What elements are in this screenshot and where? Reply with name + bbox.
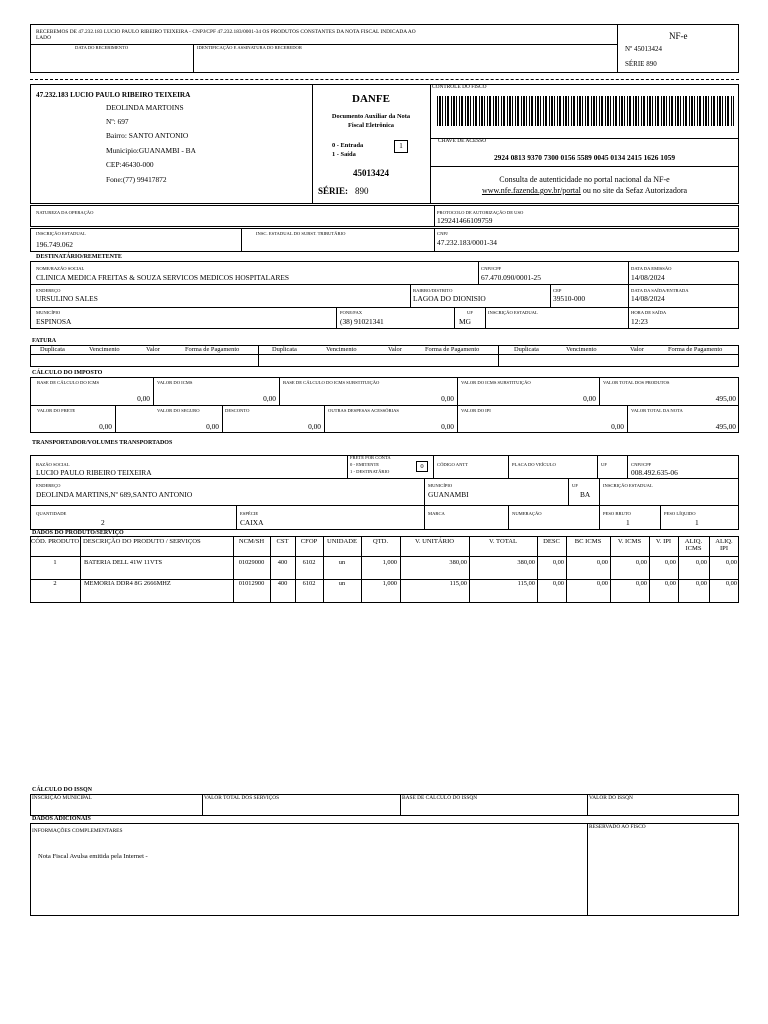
gross-weight: 1 xyxy=(626,518,630,527)
exit-date-label: DATA DA SAÍDA/ENTRADA xyxy=(631,288,689,293)
tax-section: CÁLCULO DO IMPOSTO xyxy=(32,370,103,376)
cnpj: 47.232.183/0001-34 xyxy=(437,238,497,247)
net-weight: 1 xyxy=(695,518,699,527)
carrier-uf2-label: UF xyxy=(572,483,578,488)
prod1-bc-icms: 0,00 xyxy=(596,559,608,566)
protocol-label: PROTOCOLO DE AUTORIZAÇÃO DE USO xyxy=(437,210,524,215)
carrier-address-label: ENDEREÇO xyxy=(36,483,61,488)
operation-row xyxy=(30,205,739,227)
ie-row xyxy=(30,228,739,252)
antt-label: CÓDIGO ANTT xyxy=(437,462,469,467)
cut-line xyxy=(30,79,739,80)
recipient-uf: MG xyxy=(459,317,471,326)
protocol: 129241466109759 xyxy=(437,216,493,225)
invoice-h6: Vencimento xyxy=(326,346,357,353)
emitter-line1: DEOLINDA MARTOINS xyxy=(106,103,184,112)
prod-h-cst: CST xyxy=(276,538,289,545)
recipient-district: LAGOA DO DIONISIO xyxy=(413,294,486,303)
qty: 2 xyxy=(101,518,105,527)
danfe-type-box: 1 xyxy=(394,140,408,153)
carrier-uf2: BA xyxy=(580,490,591,499)
prod2-aliq-ipi: 0,00 xyxy=(725,580,737,587)
prod-h-total: V. TOTAL xyxy=(488,538,518,545)
discount-value: 0,00 xyxy=(308,422,321,431)
emitter-line5: CEP:46430-000 xyxy=(106,160,154,169)
prod-h-cfop: CFOP xyxy=(300,538,318,545)
ipi-value: 0,00 xyxy=(611,422,624,431)
prod-h-bc-icms: BC ICMS xyxy=(574,538,602,545)
net-weight-label: PESO LÍQUIDO xyxy=(664,511,696,516)
freight-value-box: 0 xyxy=(416,461,428,472)
prod-h-unit: UNIDADE xyxy=(326,538,358,545)
ie: 196.749.062 xyxy=(36,240,73,249)
carrier-name-label: RAZÃO SOCIAL xyxy=(36,462,70,467)
address-label: ENDEREÇO xyxy=(36,288,61,293)
additional-box xyxy=(30,823,739,916)
invoice-h1: Duplicata xyxy=(40,346,65,353)
tax-products: 495,00 xyxy=(715,394,736,403)
access-key: 2924 0813 9370 7300 0156 5589 0045 0134 2415 1626 1059 xyxy=(493,153,676,162)
danfe-series-value: 890 xyxy=(355,186,369,196)
tax-icms-label: VALOR DO ICMS xyxy=(157,380,193,385)
numbering-label: NUMERAÇÃO xyxy=(512,511,542,516)
additional-info: Nota Fiscal Avulsa emitida pela Internet - xyxy=(38,853,148,860)
freight-value: 0,00 xyxy=(99,422,112,431)
invoice-h9: Duplicata xyxy=(514,346,539,353)
prod2-desc-value: 0,00 xyxy=(552,580,564,587)
emission-label: DATA DA EMISSÃO xyxy=(631,266,672,271)
qty-label: QUANTIDADE xyxy=(36,511,67,516)
emitter-line2: Nº: 697 xyxy=(106,117,129,126)
prod2-code: 2 xyxy=(53,580,57,587)
tax-base-icms: 0,00 xyxy=(137,394,150,403)
kind-label: ESPÉCIE xyxy=(240,511,259,516)
invoice-h5: Duplicata xyxy=(272,346,297,353)
invoice-h2: Vencimento xyxy=(89,346,120,353)
danfe-series-label: SÉRIE: xyxy=(318,186,349,196)
carrier-city: GUANAMBI xyxy=(428,490,469,499)
invoice-h4: Forma de Pagamento xyxy=(185,346,240,353)
prod-h-code: CÓD. PRODUTO xyxy=(30,538,80,545)
prod1-qty: 1,000 xyxy=(382,559,397,566)
recipient-section: DESTINATÁRIO/REMETENTE xyxy=(36,254,122,260)
danfe-number: 45013424 xyxy=(353,168,389,178)
carrier-uf-label: UF xyxy=(601,462,607,467)
barcode xyxy=(437,96,734,126)
recipient-city: ESPINOSA xyxy=(36,317,72,326)
additional-info-label: INFORMAÇÕES COMPLEMENTARES xyxy=(32,828,123,834)
brand-label: MARCA xyxy=(428,511,445,516)
canhoto-nfe: NF-e xyxy=(669,31,688,41)
prod-h-aliq-icms: ALIQ. ICMS xyxy=(684,538,703,552)
prod1-aliq-icms: 0,00 xyxy=(695,559,707,566)
carrier-doc-label: CNPJ/CPF xyxy=(631,462,652,467)
prod1-cfop: 6102 xyxy=(302,559,316,566)
other-expenses-value: 0,00 xyxy=(441,422,454,431)
tax-icms: 0,00 xyxy=(263,394,276,403)
prod2-unit: un xyxy=(338,580,346,587)
prod-h-aliq-ipi: ALIQ. IPI xyxy=(715,538,733,552)
canhoto-text: RECEBEMOS DE 47.232.183 LUCIO PAULO RIBEIRO TEIXEIRA - CNPJ/CPF 47.232.183/0001-34 OS PRODUTOS CONSTANTES DA NOTA FISCAL INDICADA AO xyxy=(36,29,416,35)
emitter-line3: Bairro: SANTO ANTONIO xyxy=(106,131,189,140)
invoice-section: FATURA xyxy=(32,338,57,344)
recipient-ie-label: INSCRIÇÃO ESTADUAL xyxy=(488,310,538,315)
recipient-phone: (38) 91021341 xyxy=(340,317,384,326)
danfe-subtitle-2: Fiscal Eletrônica xyxy=(348,122,394,129)
district-label: BAIRRO/DISTRITO xyxy=(413,288,453,293)
tax-icms-st: 0,00 xyxy=(583,394,596,403)
tax-base-st-label: BASE DE CÁLCULO DO ICMS SUBSTITUIÇÃO xyxy=(283,380,380,385)
exit-date: 14/08/2024 xyxy=(631,294,665,303)
prod-h-qty: QTD. xyxy=(372,538,389,545)
issqn-section: CÁLCULO DO ISSQN xyxy=(32,787,93,793)
freight-opt-0: 0 - EMITENTE xyxy=(350,462,380,467)
prod2-ncm: 01012900 xyxy=(238,580,265,587)
prod-h-ncm: NCM/SH xyxy=(238,538,265,545)
prod1-v-ipi: 0,00 xyxy=(664,559,676,566)
prod1-v-icms: 0,00 xyxy=(635,559,647,566)
uf-label: UF xyxy=(467,310,473,315)
prod1-code: 1 xyxy=(53,559,57,566)
prod2-v-icms: 0,00 xyxy=(635,580,647,587)
prod2-cfop: 6102 xyxy=(302,580,316,587)
kind: CAIXA xyxy=(240,518,264,527)
canhoto-series: SÉRIE 890 xyxy=(625,60,657,68)
issqn-services-label: VALOR TOTAL DOS SERVIÇOS xyxy=(204,795,280,801)
freight-opt-1: 1 - DESTINATÁRIO xyxy=(350,469,390,474)
ie-label: INSCRIÇÃO ESTADUAL xyxy=(36,231,86,236)
fisco-control-label: CONTROLE DO FISCO xyxy=(432,84,487,90)
cep-label: CEP xyxy=(553,288,562,293)
prod2-v-ipi: 0,00 xyxy=(664,580,676,587)
additional-section: DADOS ADICIONAIS xyxy=(32,816,91,822)
recipient-doc-label: CNPJ/CPF xyxy=(481,266,502,271)
prod1-ncm: 01029000 xyxy=(238,559,265,566)
products-table xyxy=(30,536,739,603)
cnpj-label: CNPJ xyxy=(437,231,448,236)
issqn-municipal-label: INSCRIÇÃO MUNICIPAL xyxy=(32,795,92,801)
emitter-line4: Municipio:GUANAMBI - BA xyxy=(106,146,196,155)
reserved-label: RESERVADO AO FISCO xyxy=(589,824,646,830)
issqn-value-label: VALOR DO ISSQN xyxy=(589,795,633,801)
prod-h-unit-price: V. UNITÁRIO xyxy=(414,538,455,545)
invoice-h7: Valor xyxy=(388,346,402,353)
prod2-aliq-icms: 0,00 xyxy=(695,580,707,587)
recipient-doc: 67.470.090/0001-25 xyxy=(481,273,541,282)
invoice-h8: Forma de Pagamento xyxy=(425,346,480,353)
invoice-h11: Valor xyxy=(630,346,644,353)
carrier-city-label: MUNICÍPIO xyxy=(428,483,453,488)
consult-link[interactable]: www.nfe.fazenda.gov.br/portal xyxy=(481,186,581,195)
total-note-label: VALOR TOTAL DA NOTA xyxy=(631,408,683,413)
access-key-label: CHAVE DE ACESSO xyxy=(438,138,487,144)
danfe-title: DANFE xyxy=(352,93,390,105)
danfe-exit: 1 - Saída xyxy=(332,151,356,158)
consult-text-suffix: ou no site da Sefaz Autorizadora xyxy=(580,186,688,195)
tax-icms-st-label: VALOR DO ICMS SUBSTITUIÇÃO xyxy=(461,380,531,385)
products-section: DADOS DO PRODUTO/SERVIÇO xyxy=(32,530,124,536)
prod-h-v-icms: V. ICMS xyxy=(617,538,642,545)
prod1-unit-price: 380,00 xyxy=(449,559,467,566)
prod1-aliq-ipi: 0,00 xyxy=(725,559,737,566)
prod1-unit: un xyxy=(338,559,346,566)
prod1-desc-value: 0,00 xyxy=(552,559,564,566)
prod1-total: 380,00 xyxy=(517,559,535,566)
consult-text-1: Consulta de autenticidade no portal nacional da NF-e xyxy=(499,175,670,184)
receipt-sign-label: IDENTIFICAÇÃO E ASSINATURA DO RECEBEDOR xyxy=(197,45,302,50)
freight-value-label: VALOR DO FRETE xyxy=(37,408,76,413)
carrier-address: DEOLINDA MARTINS,Nº 689,SANTO ANTONIO xyxy=(36,490,193,499)
emitter-name: 47.232.183 LUCIO PAULO RIBEIRO TEIXEIRA xyxy=(36,91,191,99)
emission-date: 14/08/2024 xyxy=(631,273,665,282)
ie-st-label: INSC. ESTADUAL DO SUBST. TRIBUTÁRIO xyxy=(256,231,346,236)
receipt-date-label: DATA DO RECEBIMENTO xyxy=(75,45,129,50)
recipient-cep: 39510-000 xyxy=(553,294,586,303)
prod1-cst: 400 xyxy=(277,559,288,566)
plate-label: PLACA DO VEÍCULO xyxy=(512,462,556,467)
exit-time: 12:23 xyxy=(631,317,648,326)
carrier-ie-label: INSCRIÇÃO ESTADUAL xyxy=(603,483,653,488)
prod2-desc: MEMORIA DDR4 8G 2666MHZ xyxy=(84,580,171,587)
danfe-subtitle-1: Documento Auxiliar da Nota xyxy=(331,113,411,120)
gross-weight-label: PESO BRUTO xyxy=(603,511,631,516)
invoice-h10: Vencimento xyxy=(566,346,597,353)
danfe-entry: 0 - Entrada xyxy=(332,142,364,149)
nature-label: NATUREZA DA OPERAÇÃO xyxy=(36,210,94,215)
exit-time-label: HORA DE SAÍDA xyxy=(631,310,667,315)
recipient-name: CLINICA MEDICA FREITAS & SOUZA SERVICOS MEDICOS HOSPITALARES xyxy=(36,273,290,282)
insurance-value: 0,00 xyxy=(206,422,219,431)
emitter-line6: Fone:(77) 99417872 xyxy=(106,175,167,184)
invoice-h12: Forma de Pagamento xyxy=(668,346,723,353)
canhoto-text-2: LADO xyxy=(36,35,51,41)
prod2-qty: 1,000 xyxy=(382,580,397,587)
prod1-desc: BATERIA DELL 41W 11VTS xyxy=(84,559,163,566)
prod2-cst: 400 xyxy=(277,580,288,587)
prod-h-desc: DESCRIÇÃO DO PRODUTO / SERVIÇOS xyxy=(83,538,201,545)
freight-by-label: FRETE POR CONTA xyxy=(350,455,391,460)
invoice-h3: Valor xyxy=(146,346,160,353)
tax-products-label: VALOR TOTAL DOS PRODUTOS xyxy=(603,380,670,385)
carrier-name: LUCIO PAULO RIBEIRO TEIXEIRA xyxy=(36,468,152,477)
city-label: MUNICÍPIO xyxy=(36,310,61,315)
prod2-bc-icms: 0,00 xyxy=(596,580,608,587)
ipi-label: VALOR DO IPI xyxy=(461,408,491,413)
consult-text-2 xyxy=(430,186,739,195)
prod-h-desc-value: DESC xyxy=(543,538,560,545)
tax-base-icms-label: BASE DE CÁLCULO DO ICMS xyxy=(37,380,100,385)
carrier-doc: 008.492.635-06 xyxy=(631,468,678,477)
recipient-name-label: NOME/RAZÃO SOCIAL xyxy=(36,266,85,271)
prod-h-v-ipi: V. IPI xyxy=(655,538,672,545)
tax-base-st: 0,00 xyxy=(441,394,454,403)
prod2-unit-price: 115,00 xyxy=(449,580,467,587)
prod2-total: 115,00 xyxy=(517,580,535,587)
total-note-value: 495,00 xyxy=(715,422,736,431)
insurance-label: VALOR DO SEGURO xyxy=(157,408,200,413)
other-expenses-label: OUTRAS DESPESAS ACESSÓRIAS xyxy=(328,408,399,413)
recipient-address: URSULINO SALES xyxy=(36,294,98,303)
discount-label: DESCONTO xyxy=(225,408,250,413)
issqn-base-label: BASE DE CÁLCULO DO ISSQN xyxy=(402,795,478,801)
phone-label: FONE/FAX xyxy=(340,310,363,315)
transport-section: TRANSPORTADOR/VOLUMES TRANSPORTADOS xyxy=(32,440,173,446)
canhoto-number: Nº 45013424 xyxy=(625,45,662,53)
